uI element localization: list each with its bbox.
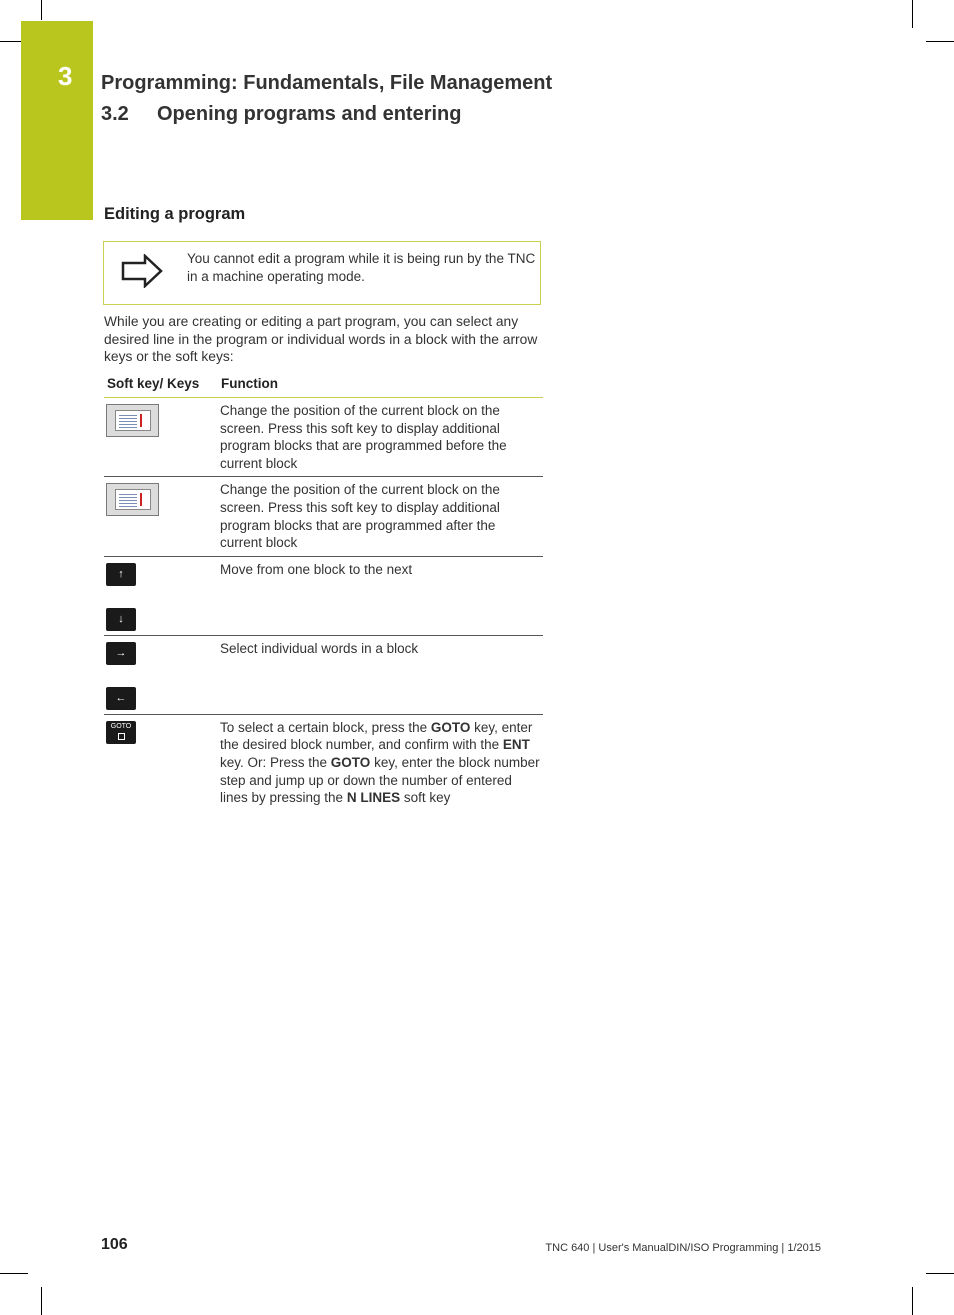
table-row bbox=[104, 398, 543, 477]
column-header-function: Function bbox=[221, 376, 278, 391]
table-row bbox=[104, 556, 543, 635]
key-function-table bbox=[104, 372, 543, 811]
crop-mark bbox=[0, 41, 22, 42]
function-description: Select individual words in a block bbox=[220, 640, 419, 656]
goto-key-label: GOTO bbox=[110, 722, 132, 730]
crop-mark bbox=[926, 41, 954, 42]
section-header bbox=[101, 103, 461, 126]
column-header-keys: Soft key/ Keys bbox=[107, 376, 200, 391]
intro-paragraph: While you are creating or editing a part program, you can select any desired line in the program or individual words in a block with the arrow keys or the soft keys: bbox=[104, 314, 538, 364]
goto-key-ref: GOTO bbox=[430, 719, 471, 735]
ent-key-ref: ENT bbox=[502, 737, 530, 753]
function-description: To select a certain block, press the GOTO key, enter the desired block number, and confirm with the ENT key. Or: Press the GOTO key, enter the block number step and jump up or down the number of entered lines by pressing the N LINES soft key bbox=[220, 719, 540, 806]
table-header-row bbox=[104, 372, 543, 398]
page-up-softkey-icon bbox=[106, 483, 159, 516]
section-number: 3.2 bbox=[101, 103, 129, 125]
note-text: You cannot edit a program while it is being run by the TNC in a machine operating mode. bbox=[187, 251, 536, 284]
table-row bbox=[104, 714, 543, 810]
table-row bbox=[104, 477, 543, 556]
page-number: 106 bbox=[101, 1236, 128, 1253]
note-box bbox=[103, 241, 541, 305]
chapter-number: 3 bbox=[58, 61, 73, 91]
chapter-title: Programming: Fundamentals, File Management bbox=[101, 72, 553, 94]
section-title: Opening programs and entering bbox=[157, 103, 462, 125]
crop-mark bbox=[41, 1287, 42, 1315]
chapter-tab bbox=[21, 21, 93, 220]
goto-key-ref: GOTO bbox=[330, 754, 371, 770]
subsection-heading: Editing a program bbox=[104, 205, 246, 223]
table-row bbox=[104, 635, 543, 714]
function-description: Change the position of the current block on the screen. Press this soft key to display additional program blocks that are programmed after the current block bbox=[220, 482, 500, 551]
crop-mark bbox=[926, 1273, 954, 1274]
crop-mark bbox=[912, 1287, 913, 1315]
function-description: Change the position of the current block on the screen. Press this soft key to display additional program blocks that are programmed before the current block bbox=[220, 403, 507, 471]
goto-key-icon bbox=[106, 721, 136, 744]
arrow-right-key-icon: → bbox=[106, 642, 136, 665]
function-description: Move from one block to the next bbox=[220, 561, 413, 577]
footer-doc-info: TNC 640 | User's ManualDIN/ISO Programming | 1/2015 bbox=[545, 1242, 821, 1254]
page-down-softkey-icon bbox=[106, 404, 159, 437]
crop-mark bbox=[0, 1273, 28, 1274]
crop-mark bbox=[41, 0, 42, 20]
crop-mark bbox=[912, 0, 913, 28]
arrow-left-key-icon: ← bbox=[106, 687, 136, 710]
right-arrow-icon bbox=[121, 254, 163, 288]
arrow-down-key-icon: ↓ bbox=[106, 608, 136, 631]
n-lines-softkey-ref: N LINES bbox=[346, 790, 401, 806]
arrow-up-key-icon: ↑ bbox=[106, 563, 136, 586]
